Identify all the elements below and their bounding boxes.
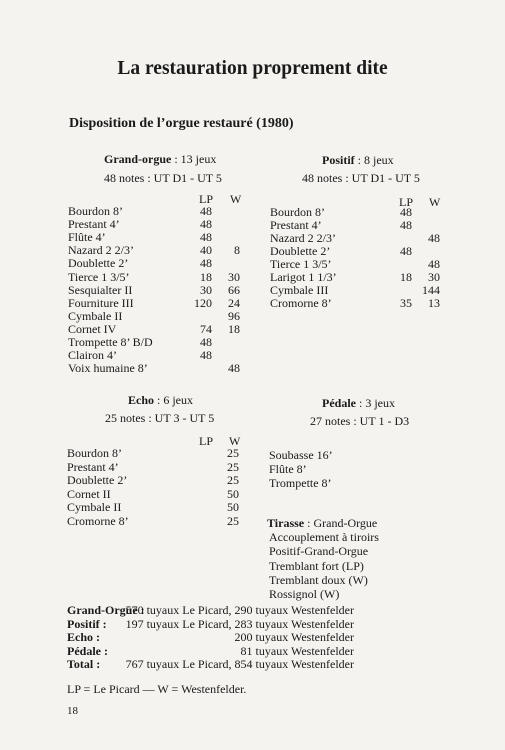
stop-row bbox=[68, 205, 244, 218]
tirasse-label: Tirasse bbox=[267, 516, 305, 530]
accessory-item: Positif-Grand-Orgue bbox=[269, 544, 369, 559]
stop-w-count: 48 bbox=[228, 361, 240, 376]
stop-name: Cornet IV bbox=[68, 321, 117, 336]
pedale-stop: Soubasse 16’ bbox=[269, 448, 333, 462]
stop-w-count: 18 bbox=[228, 321, 240, 336]
stop-lp-count: 48 bbox=[400, 244, 412, 258]
accessory-item: Accouplement à tiroirs bbox=[269, 530, 379, 544]
stop-name: Voix humaine 8’ bbox=[68, 361, 148, 376]
positif-w-header: W bbox=[429, 195, 441, 209]
grand-orgue-heading bbox=[104, 152, 216, 167]
stop-row bbox=[68, 244, 244, 257]
stop-name: Bourdon 8’ bbox=[67, 446, 122, 460]
stop-w-count: 8 bbox=[234, 243, 240, 258]
stop-row bbox=[67, 501, 243, 514]
tirasse-value: : Grand-Orgue bbox=[304, 516, 378, 530]
stop-name: Fourniture III bbox=[68, 295, 134, 310]
summary-text: 81 tuyaux Westenfelder bbox=[240, 643, 354, 658]
grand-orgue-w-header: W bbox=[230, 192, 242, 206]
accessory-item: Tremblant fort (LP) bbox=[269, 558, 364, 573]
pedale-stop: Trompette 8’ bbox=[269, 476, 332, 490]
summary-row bbox=[67, 658, 367, 671]
summary-row bbox=[67, 618, 367, 631]
summary-row bbox=[67, 631, 367, 644]
summary-row bbox=[67, 645, 367, 658]
stop-name: Cymbale II bbox=[68, 308, 123, 323]
stop-w-count: 66 bbox=[228, 282, 240, 297]
positif-name: Positif bbox=[322, 153, 355, 167]
stop-name: Prestant 4’ bbox=[270, 218, 322, 232]
stop-row bbox=[67, 461, 243, 474]
stop-name: Flûte 4’ bbox=[68, 230, 106, 245]
accessory-item: Rossignol (W) bbox=[269, 587, 340, 602]
stop-row bbox=[68, 323, 244, 336]
stop-w-count: 144 bbox=[422, 283, 440, 297]
stop-w-count: 25 bbox=[227, 473, 239, 488]
grand-orgue-notes: 48 notes : UT D1 - UT 5 bbox=[104, 171, 222, 185]
echo-notes: 25 notes : UT 3 - UT 5 bbox=[105, 411, 215, 425]
abbreviation-legend: LP = Le Picard — W = Westenfelder. bbox=[67, 682, 247, 696]
stop-name: Sesquialter II bbox=[68, 282, 133, 297]
stop-w-count: 96 bbox=[228, 308, 240, 323]
tirasse-line bbox=[267, 517, 377, 530]
stop-name: Cromorne 8’ bbox=[67, 514, 129, 528]
stop-row bbox=[68, 310, 244, 323]
stop-name: Clairon 4’ bbox=[68, 348, 117, 363]
grand-orgue-lp-header: LP bbox=[199, 192, 214, 206]
summary-text: 200 tuyaux Westenfelder bbox=[234, 630, 354, 645]
stop-w-count: 48 bbox=[428, 231, 440, 245]
stop-row bbox=[68, 271, 244, 284]
stop-name: Nazard 2 2/3’ bbox=[270, 231, 336, 245]
stop-lp-count: 48 bbox=[200, 204, 212, 218]
stop-name: Prestant 4’ bbox=[68, 217, 120, 232]
pedale-notes: 27 notes : UT 1 - D3 bbox=[310, 414, 410, 428]
stop-name: Prestant 4’ bbox=[67, 459, 119, 474]
stop-lp-count: 30 bbox=[200, 282, 212, 297]
positif-count: : 8 jeux bbox=[354, 153, 394, 167]
stop-row bbox=[68, 218, 244, 231]
positif-lp-header: LP bbox=[399, 195, 414, 209]
pedale-name: Pédale bbox=[322, 396, 356, 410]
stop-w-count: 25 bbox=[227, 514, 239, 528]
stop-name: Doublette 2’ bbox=[68, 256, 129, 271]
pedale-count: : 3 jeux bbox=[356, 396, 395, 410]
echo-name: Echo bbox=[128, 393, 155, 407]
stop-row bbox=[68, 349, 244, 362]
stop-lp-count: 48 bbox=[200, 348, 212, 363]
stop-row bbox=[270, 297, 444, 310]
positif-notes: 48 notes : UT D1 - UT 5 bbox=[302, 171, 420, 185]
stop-name: Cromorne 8’ bbox=[270, 296, 332, 310]
stop-name: Bourdon 8’ bbox=[270, 205, 325, 219]
echo-count: : 6 jeux bbox=[154, 393, 194, 407]
echo-heading bbox=[128, 393, 193, 408]
stop-row bbox=[67, 515, 243, 528]
stop-w-count: 25 bbox=[227, 459, 239, 474]
summary-text: 767 tuyaux Le Picard, 854 tuyaux Westenfelder bbox=[125, 657, 354, 672]
stop-name: Doublette 2’ bbox=[270, 244, 331, 258]
stop-name: Trompette 8’ B/D bbox=[68, 335, 153, 349]
stop-name: Cymbale II bbox=[67, 500, 122, 515]
stop-row bbox=[68, 231, 244, 244]
stop-name: Doublette 2’ bbox=[67, 473, 128, 488]
section-subtitle: Disposition de l’orgue restauré (1980) bbox=[69, 116, 294, 131]
echo-lp-header: LP bbox=[199, 434, 214, 448]
stop-w-count: 50 bbox=[227, 500, 239, 515]
stop-lp-count: 35 bbox=[400, 296, 412, 310]
stop-w-count: 30 bbox=[228, 269, 240, 284]
grand-orgue-name: Grand-orgue bbox=[104, 152, 172, 166]
positif-heading bbox=[322, 153, 394, 168]
summary-row bbox=[67, 604, 367, 617]
stop-lp-count: 74 bbox=[200, 321, 212, 336]
stop-lp-count: 48 bbox=[200, 230, 212, 245]
stop-lp-count: 48 bbox=[200, 217, 212, 232]
summary-label: Echo : bbox=[67, 630, 100, 645]
stop-row bbox=[67, 488, 243, 501]
summary-label: Total : bbox=[67, 657, 101, 672]
stop-row bbox=[68, 284, 244, 297]
summary-label: Positif : bbox=[67, 616, 107, 631]
stop-lp-count: 48 bbox=[200, 335, 212, 349]
stop-row bbox=[68, 362, 244, 375]
echo-w-header: W bbox=[229, 434, 241, 448]
stop-name: Cymbale III bbox=[270, 283, 329, 297]
stop-row bbox=[67, 474, 243, 487]
stop-row bbox=[68, 257, 244, 270]
stop-name: Bourdon 8’ bbox=[68, 204, 123, 218]
stop-lp-count: 40 bbox=[200, 243, 212, 258]
grand-orgue-count: : 13 jeux bbox=[171, 152, 217, 166]
stop-name: Cornet II bbox=[67, 486, 111, 501]
summary-text: 197 tuyaux Le Picard, 283 tuyaux Westenfelder bbox=[125, 616, 354, 631]
page-number: 18 bbox=[67, 705, 78, 717]
stop-name: Tierce 1 3/5’ bbox=[270, 257, 332, 271]
stop-lp-count: 48 bbox=[400, 205, 412, 219]
stop-lp-count: 18 bbox=[400, 270, 412, 284]
stop-name: Tierce 1 3/5’ bbox=[68, 269, 130, 284]
stop-name: Larigot 1 1/3’ bbox=[270, 270, 337, 284]
stop-row bbox=[68, 336, 244, 349]
summary-label: Pédale : bbox=[67, 643, 108, 658]
summary-text: 570 tuyaux Le Picard, 290 tuyaux Westenfelder bbox=[125, 603, 354, 617]
stop-w-count: 13 bbox=[428, 296, 440, 310]
stop-row bbox=[67, 447, 243, 460]
pedale-stop: Flûte 8’ bbox=[269, 462, 307, 476]
stop-w-count: 24 bbox=[228, 295, 240, 310]
stop-lp-count: 48 bbox=[400, 218, 412, 232]
stop-name: Nazard 2 2/3’ bbox=[68, 243, 134, 258]
stop-w-count: 30 bbox=[428, 270, 440, 284]
stop-lp-count: 48 bbox=[200, 256, 212, 271]
stop-lp-count: 120 bbox=[194, 295, 212, 310]
accessory-item: Tremblant doux (W) bbox=[269, 572, 368, 587]
stop-w-count: 48 bbox=[428, 257, 440, 271]
stop-row bbox=[68, 297, 244, 310]
stop-lp-count: 18 bbox=[200, 269, 212, 284]
stop-w-count: 50 bbox=[227, 486, 239, 501]
stop-w-count: 25 bbox=[227, 446, 239, 460]
page-title: La restauration proprement dite bbox=[117, 58, 388, 79]
summary-label: Grand-Orgue : bbox=[67, 603, 145, 617]
pedale-heading bbox=[322, 396, 395, 411]
